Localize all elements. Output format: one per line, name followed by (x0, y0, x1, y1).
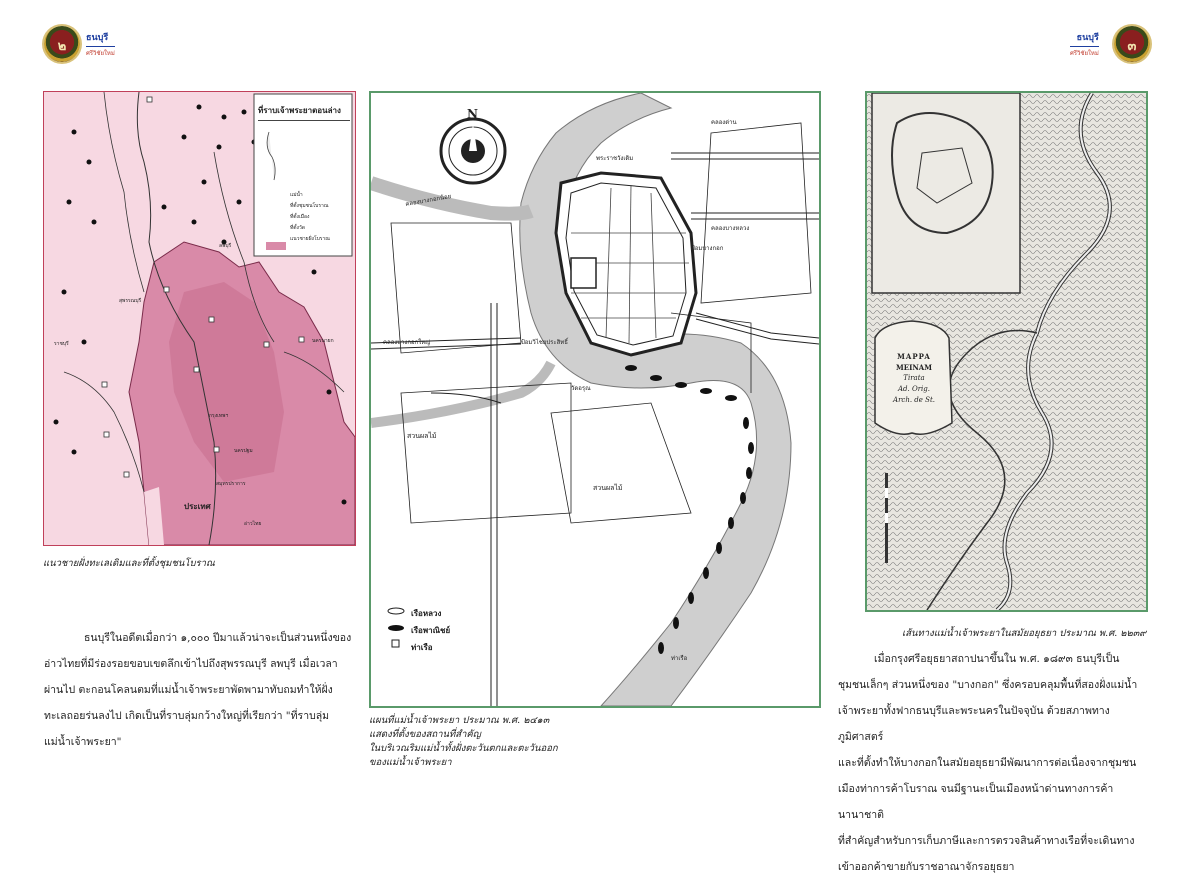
map-center-label: คลองบางกอกน้อย (404, 193, 452, 208)
text-line: ทะเลถอยร่นลงไป เกิดเป็นที่ราบลุ่มกว้างใหญ่ที่เรียกว่า "ที่ราบลุ่ม (44, 710, 330, 722)
map-center-label: คลองบางกอกใหญ่ (383, 339, 431, 346)
north-label: N (467, 107, 478, 121)
text-line: ธนบุรีในอดีตเมื่อกว่า ๑,๐๐๐ ปีมาแล้วน่าจะเป็นส่วนหนึ่งของ (84, 632, 352, 644)
legend-item: ที่ตั้งวัด (290, 225, 306, 231)
map-center-label: ป้อมบางกอก (691, 245, 724, 252)
map-center-label: สวนผลไม้ (407, 432, 437, 440)
text-line: เมืองท่าการค้าโบราณ จนมีฐานะเป็นเมืองหน้าด่านทางการค้านานาชาติ (838, 783, 1114, 821)
map-center-legend (411, 605, 450, 656)
page-number-badge-left (44, 26, 80, 62)
place-label: ราชบุรี (54, 341, 69, 347)
page-number-left: ๒ (57, 39, 67, 54)
map-center-label: ท่าเรือ (671, 655, 688, 662)
caption-line: ของแม่น้ำเจ้าพระยา (369, 757, 452, 768)
brand-title: ธนบุรี (1076, 33, 1099, 43)
place-label: ประเทศ (184, 502, 211, 511)
map-right-caption: เส้นทางแม่น้ำเจ้าพระยาในสมัยอยุธยา ประมาณ พ.ศ. ๒๒๓๙ (902, 628, 1147, 639)
place-label: นครปฐม (234, 448, 253, 454)
map-chao-phraya-ayutthaya (865, 91, 1148, 612)
map-left-legend-title: ที่ราบเจ้าพระยาตอนล่าง (258, 104, 350, 121)
place-label: ลพบุรี (219, 243, 232, 249)
map-center-label: คลองบางหลวง (711, 225, 750, 232)
map-lower-chao-phraya-plain (43, 91, 356, 546)
brand-title: ธนบุรี (86, 33, 109, 43)
legend-item: ท่าเรือ (411, 643, 433, 652)
brand-logo-right (1070, 30, 1099, 58)
brand-subtitle: ศรีวิชัยใหม่ (86, 46, 115, 58)
legend-item: แนวชายฝั่งโบราณ (290, 236, 330, 242)
cartouche-line: MAPPA (897, 352, 931, 361)
map-left-drawing (44, 92, 355, 545)
text-line: และที่ตั้งทำให้บางกอกในสมัยอยุธยามีพัฒนาการต่อเนื่องจากชุมชน (838, 757, 1137, 769)
caption-line: แผนที่แม่น้ำเจ้าพระยา ประมาณ พ.ศ. ๒๔๑๓ (369, 715, 550, 726)
text-line: เจ้าพระยาทั้งฟากธนบุรีและพระนครในปัจจุบัน ด้วยสภาพทางภูมิศาสตร์ (838, 705, 1110, 743)
map-left-caption: แนวชายฝั่งทะเลเดิมและที่ตั้งชุมชนโบราณ (43, 558, 215, 569)
cartouche-line: Arch. de St. (893, 396, 935, 404)
place-label: สมุทรปราการ (216, 481, 246, 487)
place-label: กรุงเทพฯ (209, 413, 229, 419)
cartouche-line: Tirata (903, 374, 925, 382)
text-line: ชุมชนเล็กๆ ส่วนหนึ่งของ "บางกอก" ซึ่งครอบคลุมพื้นที่สองฝั่งแม่น้ำ (838, 679, 1138, 691)
legend-item: แม่น้ำ (290, 192, 303, 198)
text-line: เข้าออกค้าขายกับราชอาณาจักรอยุธยา (838, 861, 1015, 873)
map-cartouche (879, 351, 949, 406)
ayutthaya-paragraph (838, 646, 1150, 880)
caption-line: แสดงที่ตั้งของสถานที่สำคัญ (369, 729, 481, 740)
map-center-label: ป้อมวิไชยประสิทธิ์ (521, 339, 568, 346)
place-label: สุพรรณบุรี (119, 298, 142, 304)
map-left-legend (290, 190, 350, 245)
text-line: เมื่อกรุงศรีอยุธยาสถาปนาขึ้นใน พ.ศ. ๑๘๙๓ ธนบุรีเป็น (874, 653, 1120, 665)
map-center-legend-symbols (388, 608, 404, 647)
legend-item: ที่ตั้งชุมชนโบราณ (290, 203, 329, 209)
place-label: นครนายก (312, 338, 334, 344)
cartouche-line: Ad. Orig. (897, 385, 931, 393)
map-center-caption (369, 714, 558, 770)
brand-logo-left (86, 30, 115, 58)
legend-item: เรือพาณิชย์ (411, 626, 451, 635)
legend-item: ที่ตั้งเมือง (290, 214, 310, 220)
intro-paragraph (44, 625, 354, 755)
text-line: แม่น้ำเจ้าพระยา" (44, 736, 122, 748)
page-number-right: ๓ (1127, 39, 1137, 54)
legend-item: เรือหลวง (411, 609, 442, 618)
map-center-label: คลองด่าน (711, 119, 737, 126)
caption-line: ในบริเวณริมแม่น้ำทั้งฝั่งตะวันตกและตะวันออก (369, 743, 558, 754)
map-center-label: สวนผลไม้ (593, 484, 623, 492)
page-number-badge-right (1114, 26, 1150, 62)
place-label: อ่าวไทย (244, 521, 262, 527)
map-center-label: วัดอรุณ (571, 385, 591, 392)
text-line: อ่าวไทยที่มีร่องรอยขอบเขตลึกเข้าไปถึงสุพรรณบุรี ลพบุรี เมื่อเวลา (44, 658, 338, 670)
text-line: ผ่านไป ตะกอนโคลนตมที่แม่น้ำเจ้าพระยาพัดพามาทับถมทำให้ฝั่ง (44, 684, 333, 696)
brand-subtitle: ศรีวิชัยใหม่ (1070, 46, 1099, 58)
text-line: ที่สำคัญสำหรับการเก็บภาษีและการตรวจสินค้าทางเรือที่จะเดินทาง (838, 835, 1135, 847)
map-chao-phraya-1870 (369, 91, 821, 708)
map-center-label: พระราชวังเดิม (596, 155, 634, 162)
cartouche-line: MEINAM (896, 363, 932, 372)
